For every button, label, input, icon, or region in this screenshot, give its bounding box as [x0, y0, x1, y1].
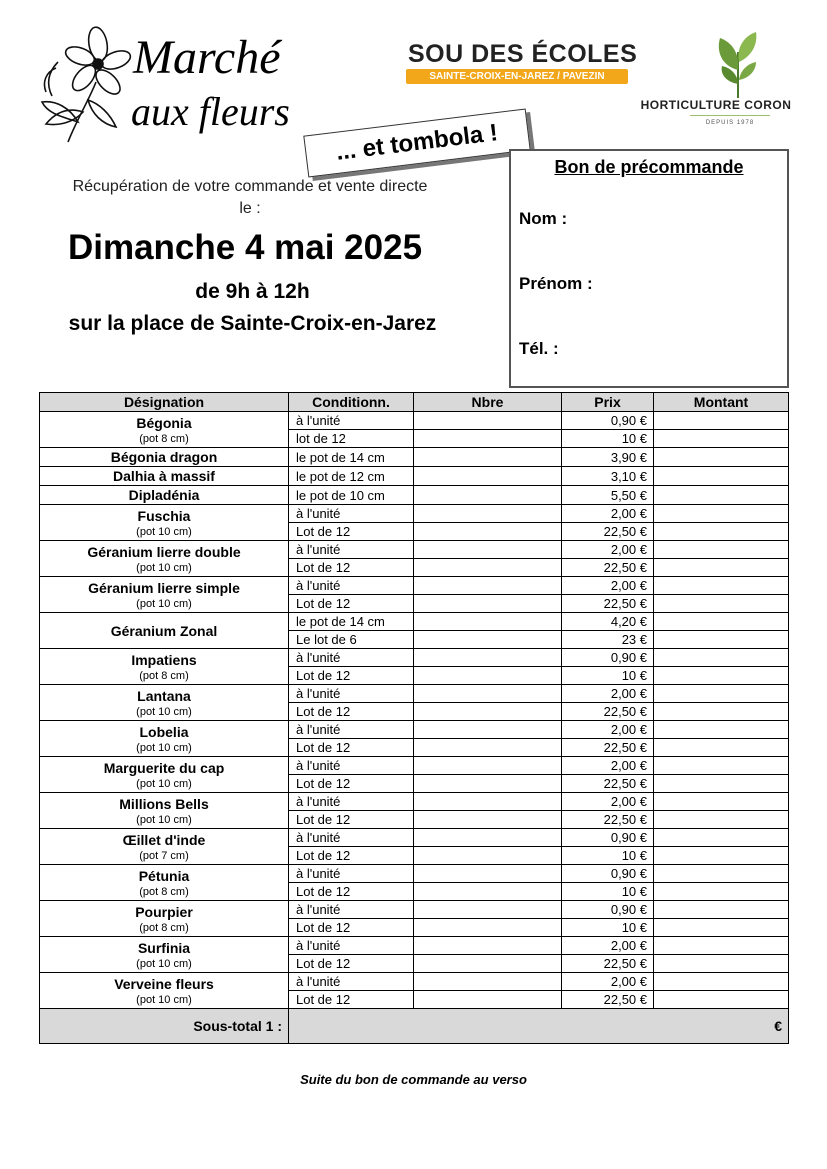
- price-cell: 10 €: [562, 430, 654, 448]
- quantity-cell[interactable]: [414, 486, 562, 505]
- product-name: Dipladénia: [128, 487, 200, 503]
- amount-cell[interactable]: [654, 523, 789, 541]
- product-packaging: lot de 12: [289, 430, 414, 448]
- amount-cell[interactable]: [654, 685, 789, 703]
- product-name: Bégonia: [136, 414, 192, 431]
- product-designation: [40, 649, 289, 685]
- quantity-cell[interactable]: [414, 595, 562, 613]
- price-cell: 2,00 €: [562, 505, 654, 523]
- table-row: [40, 937, 789, 955]
- product-name: Impatiens: [131, 651, 197, 668]
- product-packaging: à l'unité: [289, 412, 414, 430]
- amount-cell[interactable]: [654, 577, 789, 595]
- product-pot-size: (pot 10 cm): [136, 777, 192, 790]
- product-packaging: à l'unité: [289, 829, 414, 847]
- amount-cell[interactable]: [654, 559, 789, 577]
- product-pot-size: (pot 10 cm): [136, 561, 192, 574]
- product-packaging: à l'unité: [289, 937, 414, 955]
- price-cell: 22,50 €: [562, 595, 654, 613]
- quantity-cell[interactable]: [414, 523, 562, 541]
- amount-cell[interactable]: [654, 991, 789, 1009]
- price-cell: 4,20 €: [562, 613, 654, 631]
- preorder-form-box: [509, 149, 789, 388]
- quantity-cell[interactable]: [414, 829, 562, 847]
- price-cell: 22,50 €: [562, 775, 654, 793]
- price-cell: 10 €: [562, 847, 654, 865]
- product-name: Dalhia à massif: [113, 468, 215, 484]
- footer-note: Suite du bon de commande au verso: [300, 1072, 527, 1087]
- product-packaging: à l'unité: [289, 685, 414, 703]
- quantity-cell[interactable]: [414, 703, 562, 721]
- product-pot-size: (pot 7 cm): [139, 849, 189, 862]
- product-designation: [40, 541, 289, 577]
- product-designation: [40, 757, 289, 793]
- product-pot-size: (pot 10 cm): [136, 597, 192, 610]
- product-name: Géranium Zonal: [110, 622, 218, 639]
- pickup-info-line2: le :: [239, 200, 261, 217]
- quantity-cell[interactable]: [414, 847, 562, 865]
- product-name: Verveine fleurs: [114, 975, 214, 992]
- event-date: Dimanche 4 mai 2025: [67, 228, 423, 267]
- price-cell: 10 €: [562, 667, 654, 685]
- product-packaging: Lot de 12: [289, 991, 414, 1009]
- amount-cell[interactable]: [654, 883, 789, 901]
- price-cell: 2,00 €: [562, 541, 654, 559]
- product-pot-size: (pot 10 cm): [136, 525, 192, 538]
- quantity-cell[interactable]: [414, 505, 562, 523]
- event-hours: de 9h à 12h: [195, 280, 310, 303]
- leaf-icon: [712, 32, 762, 98]
- table-row: [40, 685, 789, 703]
- quantity-cell[interactable]: [414, 955, 562, 973]
- tel-field[interactable]: Tél. :: [519, 339, 559, 358]
- amount-cell[interactable]: [654, 937, 789, 955]
- quantity-cell[interactable]: [414, 412, 562, 430]
- quantity-cell[interactable]: [414, 577, 562, 595]
- quantity-cell[interactable]: [414, 937, 562, 955]
- price-cell: 22,50 €: [562, 955, 654, 973]
- quantity-cell[interactable]: [414, 883, 562, 901]
- amount-cell[interactable]: [654, 595, 789, 613]
- amount-cell[interactable]: [654, 847, 789, 865]
- amount-cell[interactable]: [654, 631, 789, 649]
- price-cell: 22,50 €: [562, 559, 654, 577]
- table-row: [40, 865, 789, 883]
- col-header-montant: Montant: [654, 393, 789, 412]
- price-cell: 2,00 €: [562, 577, 654, 595]
- quantity-cell[interactable]: [414, 649, 562, 667]
- product-pot-size: (pot 10 cm): [136, 813, 192, 826]
- product-name: Bégonia dragon: [110, 449, 218, 465]
- product-designation: [40, 865, 289, 901]
- product-packaging: Lot de 12: [289, 811, 414, 829]
- table-row: [40, 448, 789, 467]
- amount-cell[interactable]: [654, 703, 789, 721]
- event-title-line2: aux fleurs: [131, 89, 290, 134]
- sou-des-ecoles-logo: SOU DES ÉCOLES: [408, 40, 638, 68]
- price-cell: 0,90 €: [562, 901, 654, 919]
- amount-cell[interactable]: [654, 865, 789, 883]
- amount-cell[interactable]: [654, 901, 789, 919]
- product-packaging: à l'unité: [289, 541, 414, 559]
- quantity-cell[interactable]: [414, 430, 562, 448]
- product-designation: [40, 973, 289, 1009]
- product-packaging: le pot de 10 cm: [289, 486, 414, 505]
- quantity-cell[interactable]: [414, 757, 562, 775]
- product-designation: [40, 829, 289, 865]
- subtotal-row: [40, 1009, 789, 1044]
- table-row: [40, 649, 789, 667]
- logo-divider: [690, 115, 770, 116]
- price-cell: 2,00 €: [562, 721, 654, 739]
- table-row: [40, 505, 789, 523]
- product-name: Lobelia: [139, 723, 189, 740]
- product-packaging: Lot de 12: [289, 739, 414, 757]
- product-designation: [40, 721, 289, 757]
- product-pot-size: (pot 8 cm): [139, 669, 189, 682]
- product-packaging: à l'unité: [289, 757, 414, 775]
- table-header-row: [40, 393, 789, 412]
- product-packaging: Lot de 12: [289, 847, 414, 865]
- amount-cell[interactable]: [654, 793, 789, 811]
- table-row: [40, 721, 789, 739]
- product-designation: [40, 685, 289, 721]
- product-designation: [40, 448, 289, 467]
- price-cell: 3,10 €: [562, 467, 654, 486]
- amount-cell[interactable]: [654, 667, 789, 685]
- price-cell: 0,90 €: [562, 412, 654, 430]
- tombola-banner: ... et tombola !: [303, 109, 530, 178]
- subtotal-label: Sous-total 1 :: [40, 1009, 289, 1044]
- price-cell: 22,50 €: [562, 703, 654, 721]
- product-name: Pétunia: [138, 867, 190, 884]
- table-row: [40, 613, 789, 631]
- amount-cell[interactable]: [654, 757, 789, 775]
- product-pot-size: (pot 8 cm): [139, 432, 189, 445]
- amount-cell[interactable]: [654, 919, 789, 937]
- col-header-nbre: Nbre: [414, 393, 562, 412]
- price-cell: 5,50 €: [562, 486, 654, 505]
- product-packaging: à l'unité: [289, 865, 414, 883]
- price-cell: 10 €: [562, 883, 654, 901]
- product-pot-size: (pot 8 cm): [139, 885, 189, 898]
- quantity-cell[interactable]: [414, 991, 562, 1009]
- product-name: Surfinia: [137, 939, 191, 956]
- product-pot-size: (pot 10 cm): [136, 957, 192, 970]
- table-row: [40, 486, 789, 505]
- quantity-cell[interactable]: [414, 448, 562, 467]
- table-row: [40, 577, 789, 595]
- product-designation: [40, 412, 289, 448]
- product-packaging: à l'unité: [289, 505, 414, 523]
- quantity-cell[interactable]: [414, 901, 562, 919]
- product-name: Œillet d'inde: [122, 831, 206, 848]
- nom-field[interactable]: Nom :: [519, 209, 568, 228]
- amount-cell[interactable]: [654, 721, 789, 739]
- amount-cell[interactable]: [654, 649, 789, 667]
- quantity-cell[interactable]: [414, 865, 562, 883]
- price-cell: 2,00 €: [562, 793, 654, 811]
- horticulture-since: DEPUIS 1978: [705, 120, 755, 126]
- product-name: Lantana: [137, 687, 191, 704]
- col-header-prix: Prix: [562, 393, 654, 412]
- amount-cell[interactable]: [654, 541, 789, 559]
- amount-cell[interactable]: [654, 775, 789, 793]
- product-name: Fuschia: [137, 507, 191, 524]
- amount-cell[interactable]: [654, 430, 789, 448]
- amount-cell[interactable]: [654, 448, 789, 467]
- price-cell: 22,50 €: [562, 739, 654, 757]
- amount-cell[interactable]: [654, 412, 789, 430]
- product-packaging: Lot de 12: [289, 667, 414, 685]
- quantity-cell[interactable]: [414, 721, 562, 739]
- product-designation: [40, 793, 289, 829]
- product-packaging: Le lot de 6: [289, 631, 414, 649]
- price-cell: 0,90 €: [562, 865, 654, 883]
- product-name: Pourpier: [135, 903, 193, 920]
- price-cell: 2,00 €: [562, 757, 654, 775]
- product-packaging: à l'unité: [289, 649, 414, 667]
- price-cell: 3,90 €: [562, 448, 654, 467]
- product-name: Géranium lierre double: [87, 543, 241, 560]
- product-packaging: Lot de 12: [289, 703, 414, 721]
- product-packaging: le pot de 12 cm: [289, 467, 414, 486]
- table-row: [40, 757, 789, 775]
- product-name: Géranium lierre simple: [88, 579, 240, 596]
- quantity-cell[interactable]: [414, 613, 562, 631]
- quantity-cell[interactable]: [414, 631, 562, 649]
- flower-illustration: [38, 22, 133, 147]
- product-packaging: Lot de 12: [289, 883, 414, 901]
- product-packaging: Lot de 12: [289, 919, 414, 937]
- quantity-cell[interactable]: [414, 919, 562, 937]
- table-row: [40, 467, 789, 486]
- product-packaging: à l'unité: [289, 793, 414, 811]
- col-header-designation: Désignation: [40, 393, 289, 412]
- product-designation: [40, 486, 289, 505]
- price-cell: 2,00 €: [562, 685, 654, 703]
- price-cell: 0,90 €: [562, 829, 654, 847]
- quantity-cell[interactable]: [414, 559, 562, 577]
- product-packaging: Lot de 12: [289, 559, 414, 577]
- amount-cell[interactable]: [654, 486, 789, 505]
- amount-cell[interactable]: [654, 829, 789, 847]
- product-packaging: à l'unité: [289, 973, 414, 991]
- quantity-cell[interactable]: [414, 775, 562, 793]
- price-cell: 0,90 €: [562, 649, 654, 667]
- table-row: [40, 412, 789, 430]
- amount-cell[interactable]: [654, 955, 789, 973]
- subtotal-value[interactable]: €: [289, 1009, 789, 1044]
- col-header-conditionnement: Conditionn.: [289, 393, 414, 412]
- product-packaging: Lot de 12: [289, 955, 414, 973]
- amount-cell[interactable]: [654, 811, 789, 829]
- order-table-body: [40, 412, 789, 1009]
- pickup-info-line1: Récupération de votre commande et vente directe: [72, 178, 428, 195]
- product-packaging: Lot de 12: [289, 595, 414, 613]
- price-cell: 22,50 €: [562, 811, 654, 829]
- product-designation: [40, 613, 289, 649]
- sou-des-ecoles-subtitle: SAINTE-CROIX-EN-JAREZ / PAVEZIN: [406, 69, 628, 84]
- order-table: [39, 392, 789, 1044]
- preorder-title: Bon de précommande: [554, 157, 744, 177]
- product-designation: [40, 901, 289, 937]
- table-row: [40, 973, 789, 991]
- product-packaging: le pot de 14 cm: [289, 613, 414, 631]
- table-row: [40, 901, 789, 919]
- quantity-cell[interactable]: [414, 811, 562, 829]
- price-cell: 22,50 €: [562, 523, 654, 541]
- product-designation: [40, 467, 289, 486]
- product-packaging: Lot de 12: [289, 775, 414, 793]
- event-title-line1: Marché: [133, 31, 281, 84]
- price-cell: 22,50 €: [562, 991, 654, 1009]
- product-packaging: à l'unité: [289, 901, 414, 919]
- table-row: [40, 541, 789, 559]
- table-row: [40, 793, 789, 811]
- quantity-cell[interactable]: [414, 793, 562, 811]
- product-packaging: à l'unité: [289, 721, 414, 739]
- product-pot-size: (pot 8 cm): [139, 921, 189, 934]
- amount-cell[interactable]: [654, 505, 789, 523]
- quantity-cell[interactable]: [414, 685, 562, 703]
- table-row: [40, 829, 789, 847]
- price-cell: 10 €: [562, 919, 654, 937]
- product-pot-size: (pot 10 cm): [136, 993, 192, 1006]
- amount-cell[interactable]: [654, 467, 789, 486]
- product-designation: [40, 577, 289, 613]
- prenom-field[interactable]: Prénom :: [519, 274, 593, 293]
- price-cell: 2,00 €: [562, 937, 654, 955]
- product-pot-size: (pot 10 cm): [136, 705, 192, 718]
- amount-cell[interactable]: [654, 613, 789, 631]
- quantity-cell[interactable]: [414, 739, 562, 757]
- price-cell: 2,00 €: [562, 973, 654, 991]
- quantity-cell[interactable]: [414, 467, 562, 486]
- amount-cell[interactable]: [654, 973, 789, 991]
- product-packaging: à l'unité: [289, 577, 414, 595]
- quantity-cell[interactable]: [414, 541, 562, 559]
- product-name: Marguerite du cap: [103, 759, 225, 776]
- horticulture-coron-logo: HORTICULTURE CORON: [640, 98, 792, 112]
- event-place: sur la place de Sainte-Croix-en-Jarez: [68, 312, 437, 335]
- quantity-cell[interactable]: [414, 973, 562, 991]
- product-name: Millions Bells: [119, 795, 209, 812]
- price-cell: 23 €: [562, 631, 654, 649]
- amount-cell[interactable]: [654, 739, 789, 757]
- quantity-cell[interactable]: [414, 667, 562, 685]
- product-designation: [40, 505, 289, 541]
- product-packaging: le pot de 14 cm: [289, 448, 414, 467]
- product-pot-size: (pot 10 cm): [136, 741, 192, 754]
- product-packaging: Lot de 12: [289, 523, 414, 541]
- product-designation: [40, 937, 289, 973]
